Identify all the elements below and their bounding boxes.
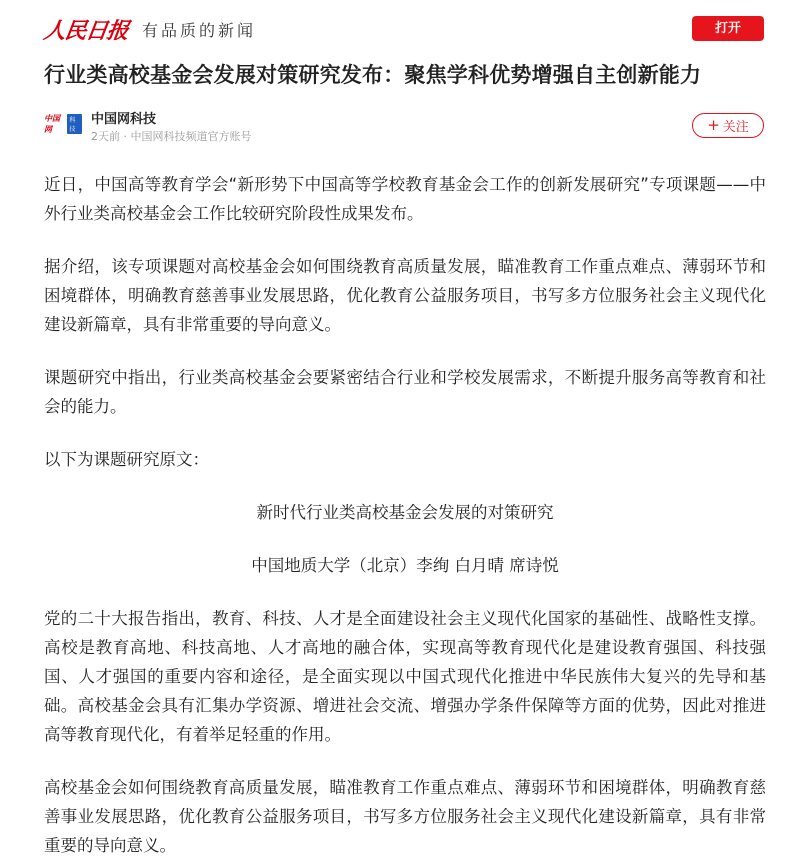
open-app-button[interactable]: 打开 [692,16,764,41]
article-body [44,170,766,865]
follow-label: 关注 [722,120,749,135]
article-title: 行业类高校基金会发展对策研究发布：聚焦学科优势增强自主创新能力 [44,63,702,87]
avatar-badge: 科技 [67,114,82,134]
paragraph: 课题研究中指出，行业类高校基金会要紧密结合行业和学校发展需求，不断提升服务高等教育和社会的能力。 [44,368,766,416]
paragraph: 据介绍，该专项课题对高校基金会如何围绕教育高质量发展，瞄准教育工作重点难点、薄弱环节和困境群体，明确教育慈善事业发展思路，优化教育公益服务项目，书写多方位服务社会主义现代化建设新篇章，具有非常重要的导向意义。 [44,257,766,334]
paragraph: 近日，中国高等教育学会“新形势下中国高等学校教育基金会工作的创新发展研究”专项课题——中外行业类高校基金会工作比较研究阶段性成果发布。 [44,175,766,223]
avatar-text: 中国网 [44,113,60,134]
avatar[interactable] [44,113,82,134]
author-name[interactable]: 中国网科技 [91,112,157,127]
author-meta: 2天前 · 中国网科技频道官方账号 [91,130,252,143]
logo[interactable] [41,14,257,44]
logo-slogan: 有品质的新闻 [142,20,257,40]
follow-button[interactable] [692,113,764,138]
paragraph: 以下为课题研究原文： [44,450,209,469]
paragraph: 党的二十大报告指出，教育、科技、人才是全面建设社会主义现代化国家的基础性、战略性支撑。高校是教育高地、科技高地、人才高地的融合体，实现高等教育现代化是建设教育强国、科技强国、人才强国的重要内容和途径，是全面实现以中国式现代化推进中华民族伟大复兴的先导和基础。高校基金会具有汇集办学资源、增进社会交流、增强办学条件保障等方面的优势，因此对推进高等教育现代化，有着举足轻重的作用。 [44,609,766,744]
logo-mark: 人民日报 [41,17,130,44]
research-authors: 中国地质大学（北京）李绚 白月晴 席诗悦 [251,556,559,575]
top-bar [0,0,800,56]
research-title: 新时代行业类高校基金会发展的对策研究 [256,503,554,522]
author-row [44,106,764,144]
plus-icon: + [707,116,720,134]
paragraph: 高校基金会如何围绕教育高质量发展，瞄准教育工作重点难点、薄弱环节和困境群体，明确教育慈善事业发展思路，优化教育公益服务项目，书写多方位服务社会主义现代化建设新篇章，具有非常重要的导向意义。 [44,778,766,855]
